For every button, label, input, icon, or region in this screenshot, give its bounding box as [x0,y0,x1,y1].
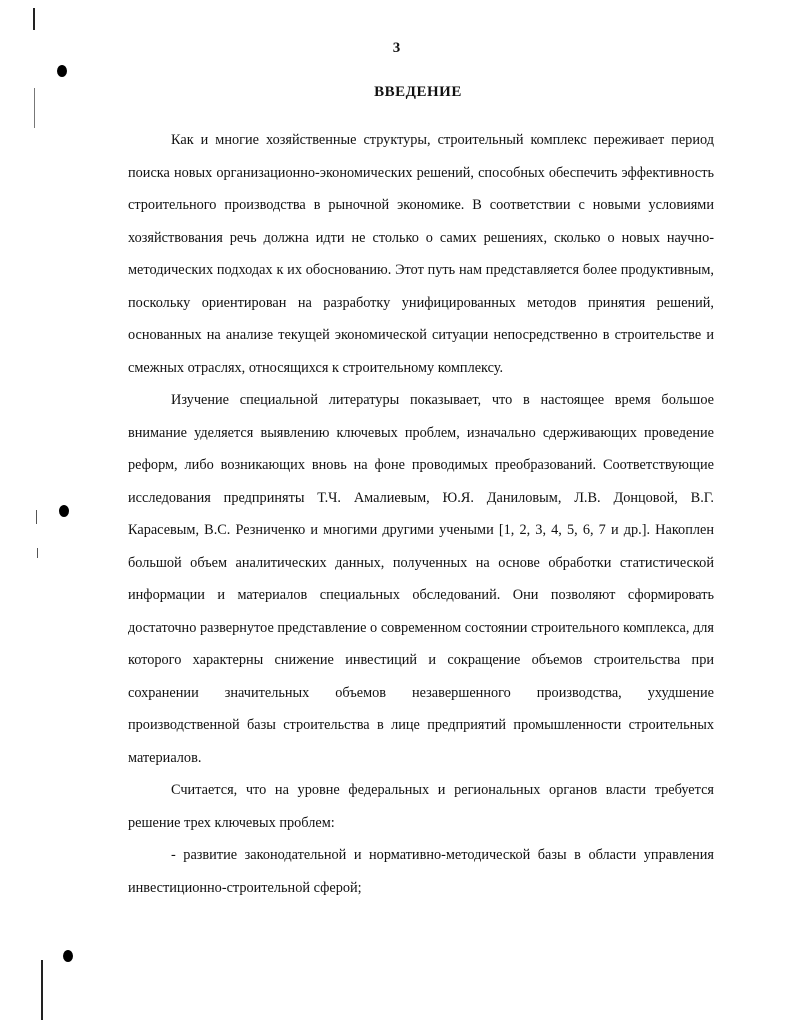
scan-speck [36,510,37,524]
paragraph: Считается, что на уровне федеральных и региональных органов власти требуется решение трех ключевых проблем: [128,782,714,831]
punch-hole-bottom [63,950,73,962]
page-number: 3 [392,40,401,56]
scan-speck [37,548,38,558]
body-text [128,124,714,904]
punch-hole-top [57,65,67,77]
margin-line-top [33,8,35,30]
paragraph: - развитие законодательной и нормативно-методической базы в области управления инвестиционно-строительной сферой; [128,847,714,896]
paragraph: Как и многие хозяйственные структуры, строительный комплекс переживает период поиска новых организационно-экономических решений, способных обеспечить эффективность строительного производства в рыночной экономике. В соответствии с новыми условиями хозяйствования речь должна идти не столько о самих решениях, сколько о новых научно-методических подходах к их обоснованию. Этот путь нам представляется более продуктивным, поскольку ориентирован на разработку унифицированных методов принятия решений, основанных на анализе текущей экономической ситуации непосредственно в строительстве и смежных отраслях, относящихся к строительному комплексу. [128,132,714,376]
section-title: ВВЕДЕНИЕ [374,84,462,100]
paragraph: Изучение специальной литературы показывает, что в настоящее время большое внимание уделяется выявлению ключевых проблем, изначально сдерживающих проведение реформ, либо возникающих вновь на фоне проводимых преобразований. Соответствующие исследования предприняты Т.Ч. Амалиевым, Ю.Я. Даниловым, Л.В. Донцовой, В.Г. Карасевым, В.С. Резниченко и многими другими учеными [1, 2, 3, 4, 5, 6, 7 и др.]. Накоплен большой объем аналитических данных, полученных на основе обработки статистической информации и материалов специальных обследований. Они позволяют сформировать достаточно развернутое представление о современном состоянии строительного комплекса, для которого характерны снижение инвестиций и сокращение объемов строительства при сохранении значительных объемов незавершенного производства, ухудшение производственной базы строительства в лице предприятий промышленности строительных материалов. [128,392,714,766]
punch-hole-middle [59,505,69,517]
margin-line-bottom [41,960,43,1020]
